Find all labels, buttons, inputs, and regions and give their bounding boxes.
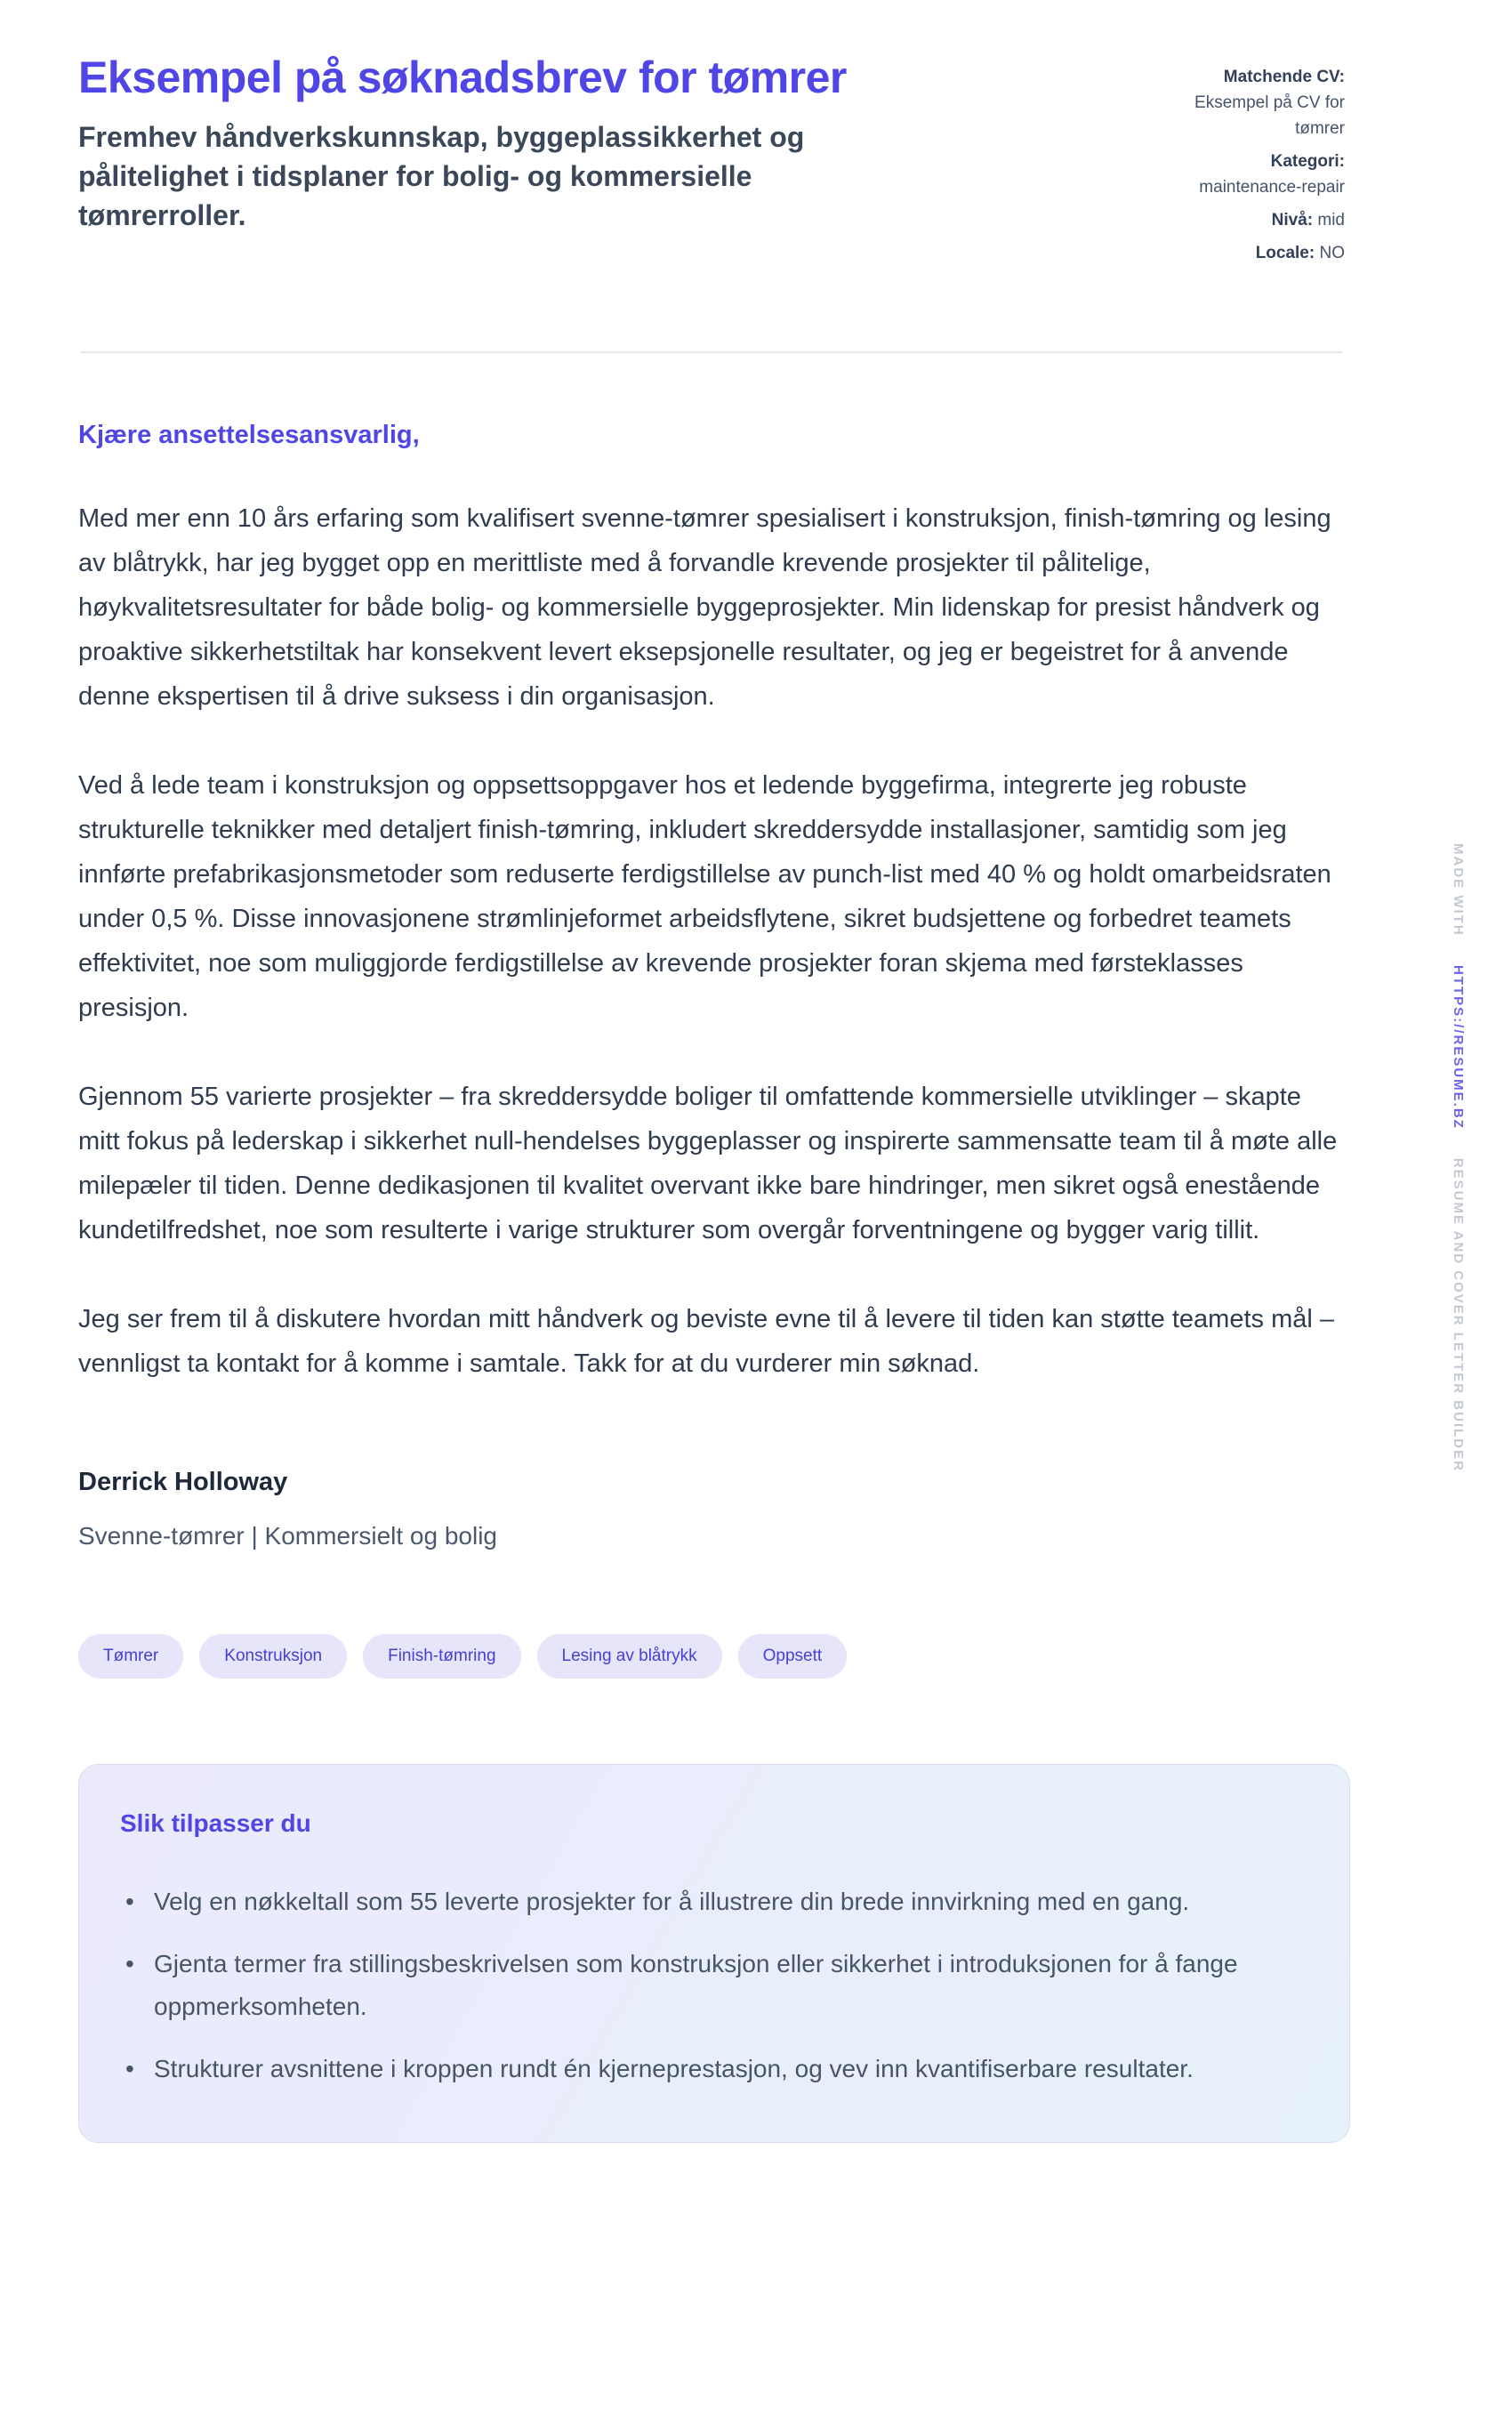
signature-role: Svenne-tømrer | Kommersielt og bolig [78,1522,497,1550]
meta-level [1158,207,1345,233]
tips-list [120,1880,1299,2090]
meta-locale-value: NO [1319,244,1345,262]
tip-item: • Strukturer avsnittene i kroppen rundt én kjerneprestasjon, og vev inn kvantifiserbare resultater. [120,2048,1257,2090]
letter-paragraph: Jeg ser frem til å diskutere hvordan mitt håndverk og beviste evne til å levere til tiden kan støtte teamets mål – vennligst ta kontakt for å komme i samtale. Takk for at du vurderer min søknad. [78,1305,1334,1378]
meta-category [1158,149,1345,200]
skill-tag: Tømrer [78,1634,183,1679]
letter-paragraph: Ved å lede team i konstruksjon og oppsettsoppgaver hos et ledende byggefirma, integrerte jeg robuste strukturelle teknikker med detaljert finish-tømring, inkludert skreddersydde installasjoner, samtidig som jeg innførte prefabrikasjonsmetoder som reduserte ferdigstillelse av punch-list med 40 % og holdt omarbeidsraten under 0,5 %. Disse innovasjonene strømlinjeformet arbeidsflytene, sikret budsjettene og forbedret teamets effektivitet, noe som muliggjorde ferdigstillelse av krevende prosjekter foran skjema med førsteklasses presisjon. [78,771,1331,1022]
meta-category-label: Kategori: [1270,152,1345,171]
meta-matching-cv-value: Eksempel på CV for tømrer [1194,93,1345,138]
meta-matching-cv-label: Matchende CV: [1223,68,1345,86]
skill-tag: Oppsett [738,1634,848,1679]
letter-paragraph: Med mer enn 10 års erfaring som kvalifisert svenne-tømrer spesialisert i konstruksjon, finish-tømring og lesing av blåtrykk, har jeg bygget opp en merittliste med å forvandle krevende prosjekter til pålitelige, høykvalitetsresultater for både bolig- og kommersielle byggeprosjekter. Min lidenskap for presist håndverk og proaktive sikkerhetstiltak har konsekvent levert eksepsjonelle resultater, og jeg er begeistret for å anvende denne ekspertisen til å drive suksess i din organisasjon. [78,504,1331,711]
letter-paragraph: Gjennom 55 varierte prosjekter – fra skreddersydde boliger til omfattende kommersielle utviklinger – skapte mitt fokus på lederskap i sikkerhet null-hendelses byggeplasser og inspirerte sammensatte team til å møte alle milepæler til tiden. Denne dedikasjonen til kvalitet overvant ikke bare hindringer, men sikret også enestående kundetilfredshet, noe som resulterte i varige strukturer som overgår forventningene og bygger varig tillit. [78,1083,1338,1244]
skill-tag: Finish-tømring [363,1634,520,1679]
letter-greeting: Kjære ansettelsesansvarlig, [78,421,420,449]
made-with-text: MADE WITH [1451,843,1466,937]
page-container [78,0,1345,2211]
meta-panel [1158,64,1345,273]
tip-item: • Velg en nøkkeltall som 55 leverte prosjekter for å illustrere din brede innvirkning med en gang. [120,1880,1257,1923]
meta-level-label: Nivå: [1271,211,1314,230]
resume-bz-link[interactable]: HTTPS://RESUME.BZ [1451,964,1466,1130]
skill-tag: Lesing av blåtrykk [537,1634,722,1679]
page-title: Eksempel på søknadsbrev for tømrer [78,52,847,102]
made-with-watermark[interactable] [1451,843,1466,1472]
header-title-block [78,52,861,235]
tips-box [78,1764,1350,2143]
skill-tags [78,1634,1345,1679]
meta-category-value: maintenance-repair [1199,178,1345,197]
meta-matching-cv [1158,64,1345,141]
skill-tag: Konstruksjon [199,1634,347,1679]
page-subtitle: Fremhev håndverkskunnskap, byggeplassikkerhet og pålitelighet i tidsplaner for bolig- og kommersielle tømrerroller. [78,121,805,231]
tips-heading: Slik tilpasser du [120,1809,311,1837]
tip-item: • Gjenta termer fra stillingsbeskrivelsen som konstruksjon eller sikkerhet i introduksjonen for å fange oppmerksomheten. [120,1943,1257,2028]
builder-tagline-text: RESUME AND COVER LETTER BUILDER [1451,1157,1466,1472]
meta-locale-label: Locale: [1255,244,1315,262]
header-divider [81,351,1342,353]
meta-locale [1158,240,1345,266]
signature-name: Derrick Holloway [78,1468,288,1496]
page-header [78,52,1345,273]
cover-letter-body [78,421,1345,1550]
meta-level-value: mid [1317,211,1345,230]
